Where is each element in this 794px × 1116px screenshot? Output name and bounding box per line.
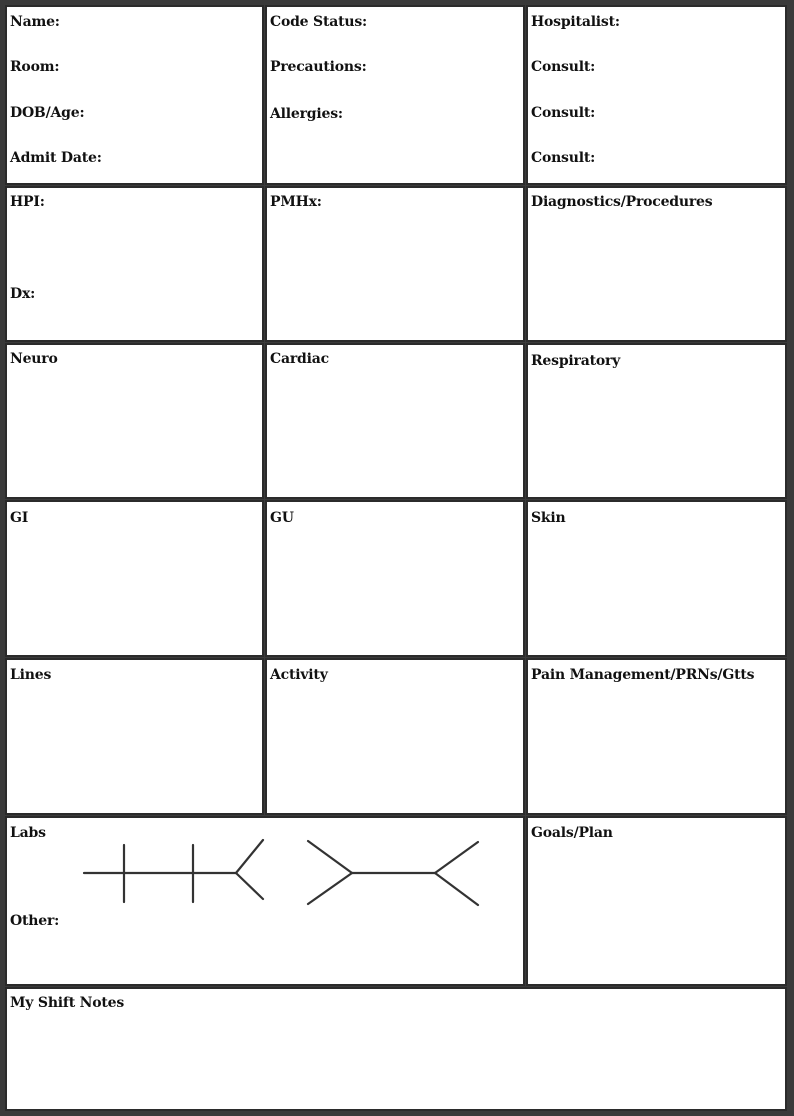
- labs-label: Labs: [10, 825, 46, 841]
- neuro-box[interactable]: [5, 343, 264, 499]
- goals-plan-label: Goals/Plan: [531, 825, 613, 841]
- hpi-label: HPI:: [10, 194, 45, 210]
- gu-label: GU: [270, 510, 294, 526]
- consult-label-2: Consult:: [531, 105, 596, 121]
- shift-notes-box[interactable]: [5, 987, 787, 1111]
- dob-age-label: DOB/Age:: [10, 105, 85, 121]
- gi-box[interactable]: [5, 500, 264, 657]
- neuro-label: Neuro: [10, 351, 58, 367]
- pain-management-box[interactable]: [526, 658, 787, 815]
- cardiac-box[interactable]: [265, 343, 525, 499]
- cardiac-label: Cardiac: [270, 351, 329, 367]
- care-team-box[interactable]: [526, 5, 787, 185]
- bmp-fishbone-icon: [84, 840, 263, 902]
- room-label: Room:: [10, 59, 60, 75]
- fishbone-diagrams: [7, 818, 523, 984]
- status-box[interactable]: [265, 5, 525, 185]
- goals-plan-box[interactable]: [526, 816, 787, 986]
- labs-box[interactable]: [5, 816, 525, 986]
- patient-info-box[interactable]: [5, 5, 264, 185]
- hpi-box[interactable]: [5, 186, 264, 342]
- diagnostics-label: Diagnostics/Procedures: [531, 194, 713, 210]
- shift-notes-label: My Shift Notes: [10, 995, 125, 1011]
- activity-box[interactable]: [265, 658, 525, 815]
- respiratory-label: Respiratory: [531, 353, 621, 369]
- pain-management-label: Pain Management/PRNs/Gtts: [531, 667, 755, 683]
- activity-label: Activity: [270, 667, 328, 683]
- skin-box[interactable]: [526, 500, 787, 657]
- respiratory-box[interactable]: [526, 343, 787, 499]
- gi-label: GI: [10, 510, 29, 526]
- gu-box[interactable]: [265, 500, 525, 657]
- admit-date-label: Admit Date:: [10, 150, 102, 166]
- other-label: Other:: [10, 913, 60, 929]
- consult-label-3: Consult:: [531, 150, 596, 166]
- lines-label: Lines: [10, 667, 52, 683]
- cbc-fishbone-icon: [308, 841, 478, 905]
- dx-label: Dx:: [10, 286, 36, 302]
- pmhx-box[interactable]: [265, 186, 525, 342]
- allergies-label: Allergies:: [270, 106, 343, 122]
- diagnostics-box[interactable]: [526, 186, 787, 342]
- pmhx-label: PMHx:: [270, 194, 322, 210]
- consult-label-1: Consult:: [531, 59, 596, 75]
- code-status-label: Code Status:: [270, 14, 367, 30]
- hospitalist-label: Hospitalist:: [531, 14, 620, 30]
- lines-box[interactable]: [5, 658, 264, 815]
- skin-label: Skin: [531, 510, 566, 526]
- precautions-label: Precautions:: [270, 59, 367, 75]
- name-label: Name:: [10, 14, 60, 30]
